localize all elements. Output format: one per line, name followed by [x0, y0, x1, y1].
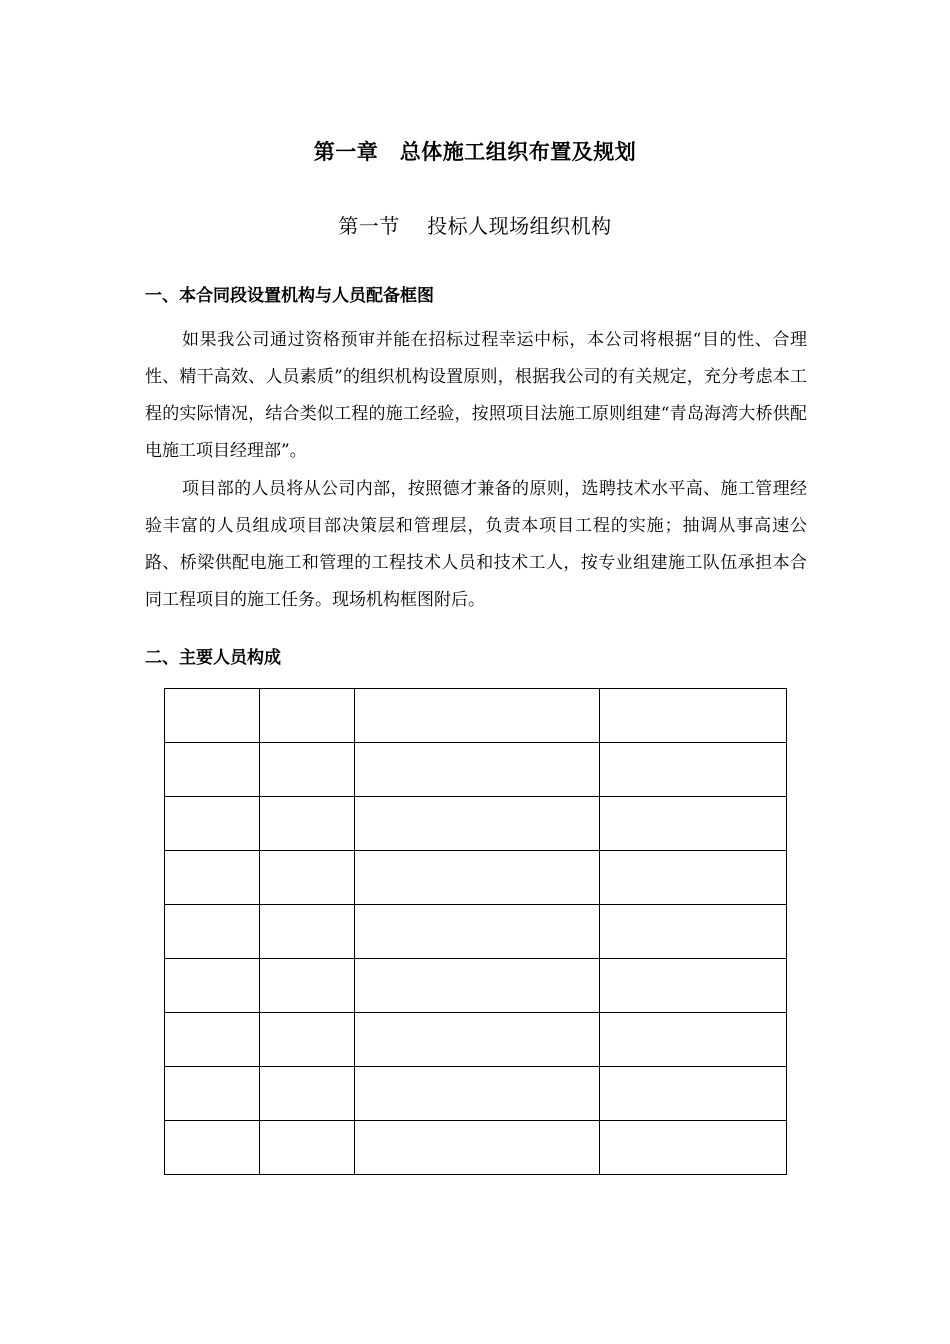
table-cell	[600, 743, 787, 797]
table-cell	[165, 1067, 260, 1121]
table-cell	[260, 905, 355, 959]
chapter-title: 第一章 总体施工组织布置及规划	[313, 140, 637, 164]
table-row	[165, 689, 787, 743]
table-cell	[260, 1121, 355, 1175]
table-row	[165, 1067, 787, 1121]
table-cell	[355, 851, 600, 905]
personnel-table	[164, 688, 787, 1175]
table-cell	[165, 905, 260, 959]
table-cell	[355, 1121, 600, 1175]
table-cell	[355, 1013, 600, 1067]
table-cell	[600, 1067, 787, 1121]
table-cell	[600, 1121, 787, 1175]
table-cell	[260, 1067, 355, 1121]
table-cell	[165, 851, 260, 905]
table-cell	[260, 797, 355, 851]
paragraph-intro: 如果我公司通过资格预审并能在招标过程幸运中标，本公司将根据“目的性、合理性、精干高效、人员素质”的组织机构设置原则，根据我公司的有关规定，充分考虑本工程的实际情况，结合类似工程的施工经验，按照项目法施工原则组建“青岛海湾大桥供配电施工项目经理部”。	[145, 330, 807, 461]
table-cell	[260, 1013, 355, 1067]
table-cell	[165, 797, 260, 851]
table-cell	[600, 851, 787, 905]
table-cell	[165, 959, 260, 1013]
table-cell	[260, 851, 355, 905]
table-cell	[600, 959, 787, 1013]
table-row	[165, 959, 787, 1013]
paragraph-staffing: 项目部的人员将从公司内部，按照德才兼备的原则，选聘技术水平高、施工管理经验丰富的人员组成项目部决策层和管理层，负责本项目工程的实施；抽调从事高速公路、桥梁供配电施工和管理的工程技术人员和技术工人，按专业组建施工队伍承担本合同工程项目的施工任务。现场机构框图附后。	[145, 479, 807, 610]
table-row	[165, 851, 787, 905]
table-row	[165, 743, 787, 797]
table-cell	[355, 743, 600, 797]
table-cell	[260, 689, 355, 743]
section-title: 第一节 投标人现场组织机构	[338, 214, 612, 238]
table-cell	[165, 743, 260, 797]
table-cell	[165, 689, 260, 743]
heading-org-chart: 一、本合同段设置机构与人员配备框图	[145, 286, 434, 306]
table-row	[165, 1121, 787, 1175]
table-cell	[355, 689, 600, 743]
table-cell	[355, 797, 600, 851]
table-cell	[600, 905, 787, 959]
table-cell	[260, 743, 355, 797]
table-row	[165, 1013, 787, 1067]
table-cell	[600, 689, 787, 743]
table-row	[165, 797, 787, 851]
table-cell	[165, 1121, 260, 1175]
table-cell	[600, 1013, 787, 1067]
table-cell	[600, 797, 787, 851]
heading-main-personnel: 二、主要人员构成	[145, 648, 281, 668]
table-row	[165, 905, 787, 959]
table-cell	[260, 959, 355, 1013]
table-cell	[355, 905, 600, 959]
table-cell	[165, 1013, 260, 1067]
table-cell	[355, 959, 600, 1013]
table-cell	[355, 1067, 600, 1121]
